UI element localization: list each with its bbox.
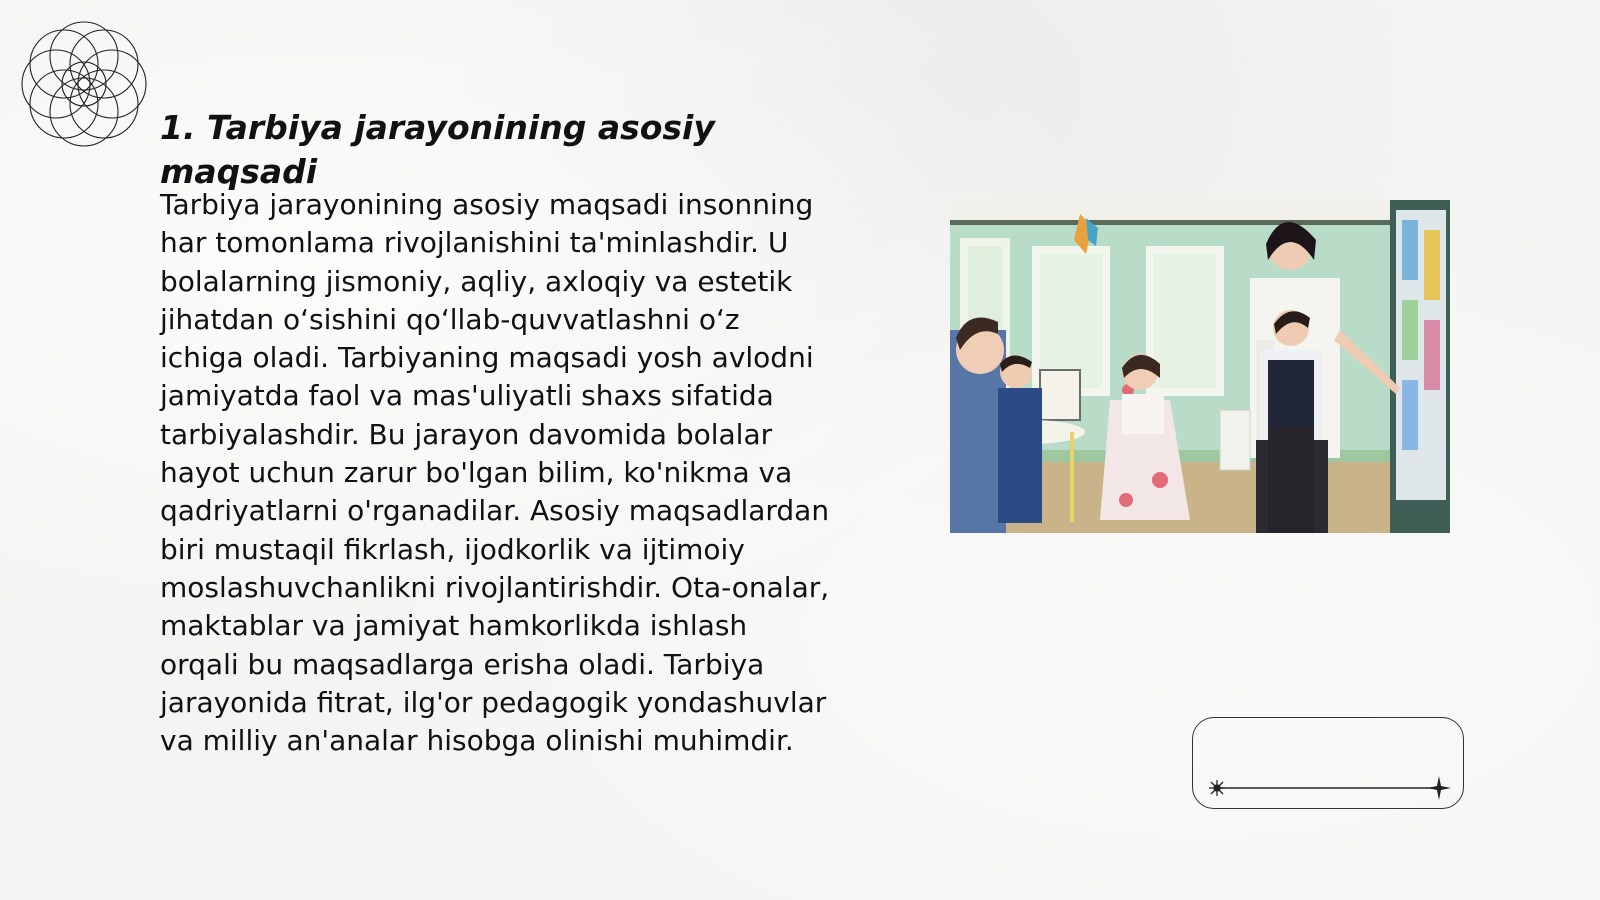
- interlocking-circles-ornament-icon: [10, 10, 158, 158]
- slide-title: 1. Tarbiya jarayonining asosiy maqsadi: [160, 108, 715, 191]
- classroom-photo: [950, 200, 1450, 533]
- starburst-icon: [1209, 780, 1225, 796]
- decorative-line-box: [1192, 717, 1464, 809]
- sparkle-star-icon: [1427, 776, 1451, 800]
- slide-body-text: Tarbiya jarayonining asosiy maqsadi insonning har tomonlama rivojlanishini ta'minlashdir. U bolalarning jismoniy, aqliy, axloqiy va estetik jihatdan o‘sishini qo‘llab-quvvatlashni o‘z ichiga oladi. Tarbiyaning maqsadi yosh avlodni jamiyatda faol va mas'uliyatli shaxs sifatida tarbiyalashdir. Bu jarayon davomida bolalar hayot uchun zarur bo'lgan bilim, ko'nikma va qadriyatlarni o'rganadilar. Asosiy maqsadlardan biri mustaqil fikrlash, ijodkorlik va ijtimoiy moslashuvchanlikni rivojlantirishdir. Ota-onalar, maktablar va jamiyat hamkorlikda ishlash orqali bu maqsadlarga erisha oladi. Tarbiya jarayonida fitrat, ilg'or pedagogik yondashuvlar va milliy an'analar hisobga olinishi muhimdir.: [160, 188, 830, 758]
